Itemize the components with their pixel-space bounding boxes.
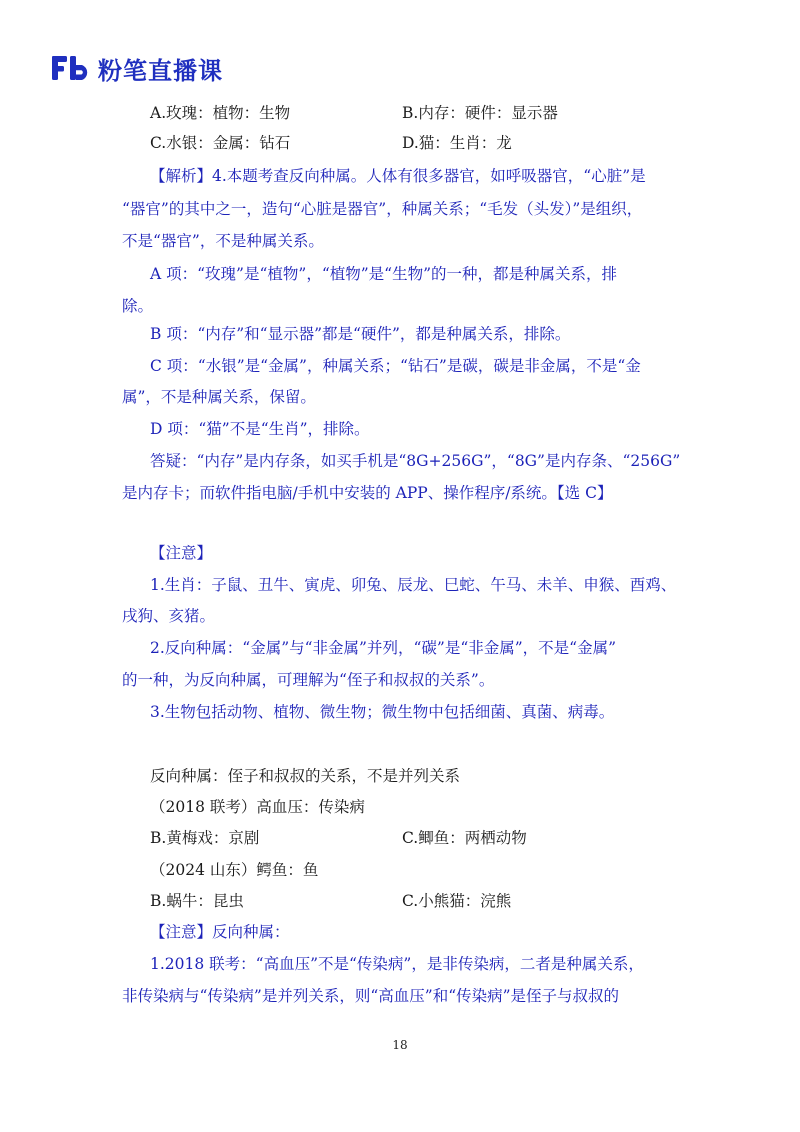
section-heading: 反向种属：侄子和叔叔的关系，不是并列关系: [150, 767, 461, 785]
analysis-option-c-cont: 属”，不是种属关系，保留。: [122, 388, 316, 406]
analysis-line: 不是“器官”，不是种属关系。: [122, 232, 324, 250]
analysis-option-c: C 项：“水银”是“金属”，种属关系；“钻石”是碳，碳是非金属，不是“金: [150, 357, 641, 375]
note-item: 3.生物包括动物、植物、微生物；微生物中包括细菌、真菌、病毒。: [150, 703, 615, 721]
page-number: 18: [392, 1038, 408, 1052]
note-item: 1.2018 联考：“高血压”不是“传染病”，是非传染病，二者是种属关系，: [150, 955, 644, 973]
option-b: B.内存：硬件：显示器: [402, 104, 558, 122]
note-item-cont: 的一种，为反向种属，可理解为“侄子和叔叔的关系”。: [122, 671, 495, 689]
option-c: C.水银：金属：钻石: [150, 134, 291, 152]
answer-explanation: 答疑：“内存”是内存条，如买手机是“8G+256G”，“8G”是内存条、“256G”: [150, 452, 681, 470]
analysis-line: “器官”的其中之一，造句“心脏是器官”，种属关系；“毛发（头发）”是组织，: [122, 200, 643, 218]
analysis-line: 【解析】4.本题考查反向种属。人体有很多器官，如呼吸器官，“心脏”是: [150, 167, 646, 185]
example-question: （2024 山东）鳄鱼：鱼: [150, 861, 319, 879]
brand-name: 粉笔直播课: [98, 56, 223, 85]
note-item: 2.反向种属：“金属”与“非金属”并列，“碳”是“非金属”，不是“金属”: [150, 639, 617, 657]
answer-explanation-cont: 是内存卡；而软件指电脑/手机中安装的 APP、操作程序/系统。【选 C】: [122, 484, 613, 502]
note-title: 【注意】: [150, 544, 213, 562]
option-a: A.玫瑰：植物：生物: [150, 104, 291, 122]
option-d: D.猫：生肖：龙: [402, 134, 512, 152]
analysis-option-a: A 项：“玫瑰”是“植物”，“植物”是“生物”的一种，都是种属关系，排: [150, 265, 618, 283]
example-question: （2018 联考）高血压：传染病: [150, 798, 365, 816]
note-item: 1.生肖：子鼠、丑牛、寅虎、卯兔、辰龙、巳蛇、午马、未羊、申猴、酉鸡、: [150, 576, 677, 594]
fb-logo-icon: [52, 54, 92, 82]
example-option-b: B.黄梅戏：京剧: [150, 829, 260, 847]
note-title: 【注意】反向种属：: [150, 923, 290, 941]
example-option-b: B.蜗牛：昆虫: [150, 892, 244, 910]
note-item-cont: 非传染病与“传染病”是并列关系，则“高血压”和“传染病”是侄子与叔叔的: [122, 987, 620, 1005]
analysis-option-a-cont: 除。: [122, 297, 154, 315]
example-option-c: C.小熊猫：浣熊: [402, 892, 512, 910]
brand-logo: [52, 50, 223, 86]
analysis-option-b: B 项：“内存”和“显示器”都是“硬件”，都是种属关系，排除。: [150, 325, 571, 343]
example-option-c: C.鲫鱼：两栖动物: [402, 829, 527, 847]
analysis-option-d: D 项：“猫”不是“生肖”，排除。: [150, 420, 370, 438]
note-item-cont: 戌狗、亥猪。: [122, 607, 216, 625]
